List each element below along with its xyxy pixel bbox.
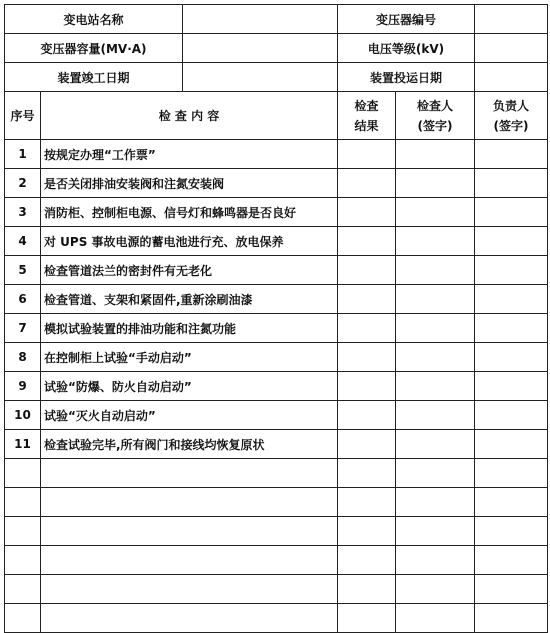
item-no: 9 xyxy=(5,372,41,401)
blank-no-cell[interactable] xyxy=(5,546,41,575)
inspector-header xyxy=(396,92,475,140)
inspector-header-line1: 检查人 xyxy=(417,98,454,113)
blank-inspector-cell[interactable] xyxy=(396,488,475,517)
table-row xyxy=(5,227,548,256)
table-row xyxy=(5,314,548,343)
item-text: 试验“防爆、防火自动启动” xyxy=(41,372,338,401)
item-text: 检查试验完毕,所有阀门和接线均恢复原状 xyxy=(41,430,338,459)
header-row-dates xyxy=(5,63,548,92)
blank-responsible-cell[interactable] xyxy=(475,546,548,575)
blank-result-cell[interactable] xyxy=(338,604,396,633)
blank-row xyxy=(5,517,548,546)
item-text: 检查管道、支架和紧固件,重新涂刷油漆 xyxy=(41,285,338,314)
item-text: 试验“灭火自动启动” xyxy=(41,401,338,430)
item-no: 11 xyxy=(5,430,41,459)
blank-row xyxy=(5,575,548,604)
item-inspector-cell[interactable] xyxy=(396,198,475,227)
blank-result-cell[interactable] xyxy=(338,459,396,488)
table-row xyxy=(5,372,548,401)
blank-no-cell[interactable] xyxy=(5,459,41,488)
item-result-cell[interactable] xyxy=(338,314,396,343)
blank-no-cell[interactable] xyxy=(5,604,41,633)
blank-content-cell[interactable] xyxy=(41,546,338,575)
item-inspector-cell[interactable] xyxy=(396,140,475,169)
station-name-value[interactable] xyxy=(183,5,338,34)
item-responsible-cell[interactable] xyxy=(475,314,548,343)
item-inspector-cell[interactable] xyxy=(396,401,475,430)
blank-row xyxy=(5,488,548,517)
result-header-line2: 结果 xyxy=(354,118,379,133)
item-inspector-cell[interactable] xyxy=(396,343,475,372)
blank-inspector-cell[interactable] xyxy=(396,575,475,604)
item-text: 按规定办理“工作票” xyxy=(41,140,338,169)
content-header: 检 查 内 容 xyxy=(41,92,338,140)
blank-responsible-cell[interactable] xyxy=(475,575,548,604)
item-text: 在控制柜上试验“手动启动” xyxy=(41,343,338,372)
capacity-label: 变压器容量(MV·A) xyxy=(5,34,183,63)
blank-content-cell[interactable] xyxy=(41,517,338,546)
item-result-cell[interactable] xyxy=(338,140,396,169)
item-no: 1 xyxy=(5,140,41,169)
voltage-label: 电压等级(kV) xyxy=(338,34,475,63)
item-responsible-cell[interactable] xyxy=(475,343,548,372)
inspector-header-line2: (签字) xyxy=(417,118,453,133)
blank-no-cell[interactable] xyxy=(5,488,41,517)
item-responsible-cell[interactable] xyxy=(475,256,548,285)
column-header-row xyxy=(5,92,548,140)
table-row xyxy=(5,343,548,372)
item-text: 对 UPS 事故电源的蓄电池进行充、放电保养 xyxy=(41,227,338,256)
responsible-header xyxy=(475,92,548,140)
blank-inspector-cell[interactable] xyxy=(396,604,475,633)
item-no: 7 xyxy=(5,314,41,343)
item-no: 8 xyxy=(5,343,41,372)
item-responsible-cell[interactable] xyxy=(475,227,548,256)
responsible-header-line1: 负责人 xyxy=(493,98,530,113)
completion-date-value[interactable] xyxy=(183,63,338,92)
blank-row xyxy=(5,604,548,633)
blank-result-cell[interactable] xyxy=(338,575,396,604)
item-no: 4 xyxy=(5,227,41,256)
item-inspector-cell[interactable] xyxy=(396,169,475,198)
item-responsible-cell[interactable] xyxy=(475,430,548,459)
blank-result-cell[interactable] xyxy=(338,517,396,546)
item-no: 5 xyxy=(5,256,41,285)
blank-inspector-cell[interactable] xyxy=(396,546,475,575)
item-responsible-cell[interactable] xyxy=(475,169,548,198)
blank-result-cell[interactable] xyxy=(338,546,396,575)
item-inspector-cell[interactable] xyxy=(396,285,475,314)
transformer-no-value[interactable] xyxy=(475,5,548,34)
blank-content-cell[interactable] xyxy=(41,575,338,604)
station-name-label: 变电站名称 xyxy=(5,5,183,34)
blank-responsible-cell[interactable] xyxy=(475,459,548,488)
table-row xyxy=(5,256,548,285)
table-row xyxy=(5,169,548,198)
commission-date-value[interactable] xyxy=(475,63,548,92)
blank-content-cell[interactable] xyxy=(41,459,338,488)
header-row-capacity xyxy=(5,34,548,63)
blank-responsible-cell[interactable] xyxy=(475,488,548,517)
result-header-line1: 检查 xyxy=(354,98,379,113)
header-row-station xyxy=(5,5,548,34)
table-row xyxy=(5,140,548,169)
capacity-value[interactable] xyxy=(183,34,338,63)
blank-responsible-cell[interactable] xyxy=(475,517,548,546)
item-responsible-cell[interactable] xyxy=(475,140,548,169)
result-header xyxy=(338,92,396,140)
blank-inspector-cell[interactable] xyxy=(396,459,475,488)
item-no: 2 xyxy=(5,169,41,198)
item-responsible-cell[interactable] xyxy=(475,198,548,227)
voltage-value[interactable] xyxy=(475,34,548,63)
item-responsible-cell[interactable] xyxy=(475,372,548,401)
item-inspector-cell[interactable] xyxy=(396,256,475,285)
item-inspector-cell[interactable] xyxy=(396,227,475,256)
item-result-cell[interactable] xyxy=(338,169,396,198)
item-result-cell[interactable] xyxy=(338,343,396,372)
item-no: 6 xyxy=(5,285,41,314)
completion-date-label: 装置竣工日期 xyxy=(5,63,183,92)
item-no: 10 xyxy=(5,401,41,430)
item-responsible-cell[interactable] xyxy=(475,285,548,314)
item-result-cell[interactable] xyxy=(338,372,396,401)
item-text: 是否关闭排油安装阀和注氮安装阀 xyxy=(41,169,338,198)
blank-inspector-cell[interactable] xyxy=(396,517,475,546)
blank-content-cell[interactable] xyxy=(41,604,338,633)
item-result-cell[interactable] xyxy=(338,227,396,256)
blank-responsible-cell[interactable] xyxy=(475,604,548,633)
item-result-cell[interactable] xyxy=(338,401,396,430)
item-inspector-cell[interactable] xyxy=(396,372,475,401)
table-row xyxy=(5,285,548,314)
commission-date-label: 装置投运日期 xyxy=(338,63,475,92)
blank-no-cell[interactable] xyxy=(5,575,41,604)
item-text: 检查管道法兰的密封件有无老化 xyxy=(41,256,338,285)
blank-row xyxy=(5,546,548,575)
item-inspector-cell[interactable] xyxy=(396,430,475,459)
table-row xyxy=(5,430,548,459)
seq-header: 序号 xyxy=(5,92,41,140)
blank-result-cell[interactable] xyxy=(338,488,396,517)
item-result-cell[interactable] xyxy=(338,198,396,227)
responsible-header-line2: (签字) xyxy=(493,118,529,133)
item-no: 3 xyxy=(5,198,41,227)
table-row xyxy=(5,198,548,227)
transformer-no-label: 变压器编号 xyxy=(338,5,475,34)
item-inspector-cell[interactable] xyxy=(396,314,475,343)
item-result-cell[interactable] xyxy=(338,430,396,459)
item-text: 消防柜、控制柜电源、信号灯和蜂鸣器是否良好 xyxy=(41,198,338,227)
blank-no-cell[interactable] xyxy=(5,517,41,546)
blank-row xyxy=(5,459,548,488)
table-row xyxy=(5,401,548,430)
item-responsible-cell[interactable] xyxy=(475,401,548,430)
item-result-cell[interactable] xyxy=(338,285,396,314)
item-result-cell[interactable] xyxy=(338,256,396,285)
inspection-table xyxy=(4,4,548,633)
item-text: 模拟试验装置的排油功能和注氮功能 xyxy=(41,314,338,343)
blank-content-cell[interactable] xyxy=(41,488,338,517)
